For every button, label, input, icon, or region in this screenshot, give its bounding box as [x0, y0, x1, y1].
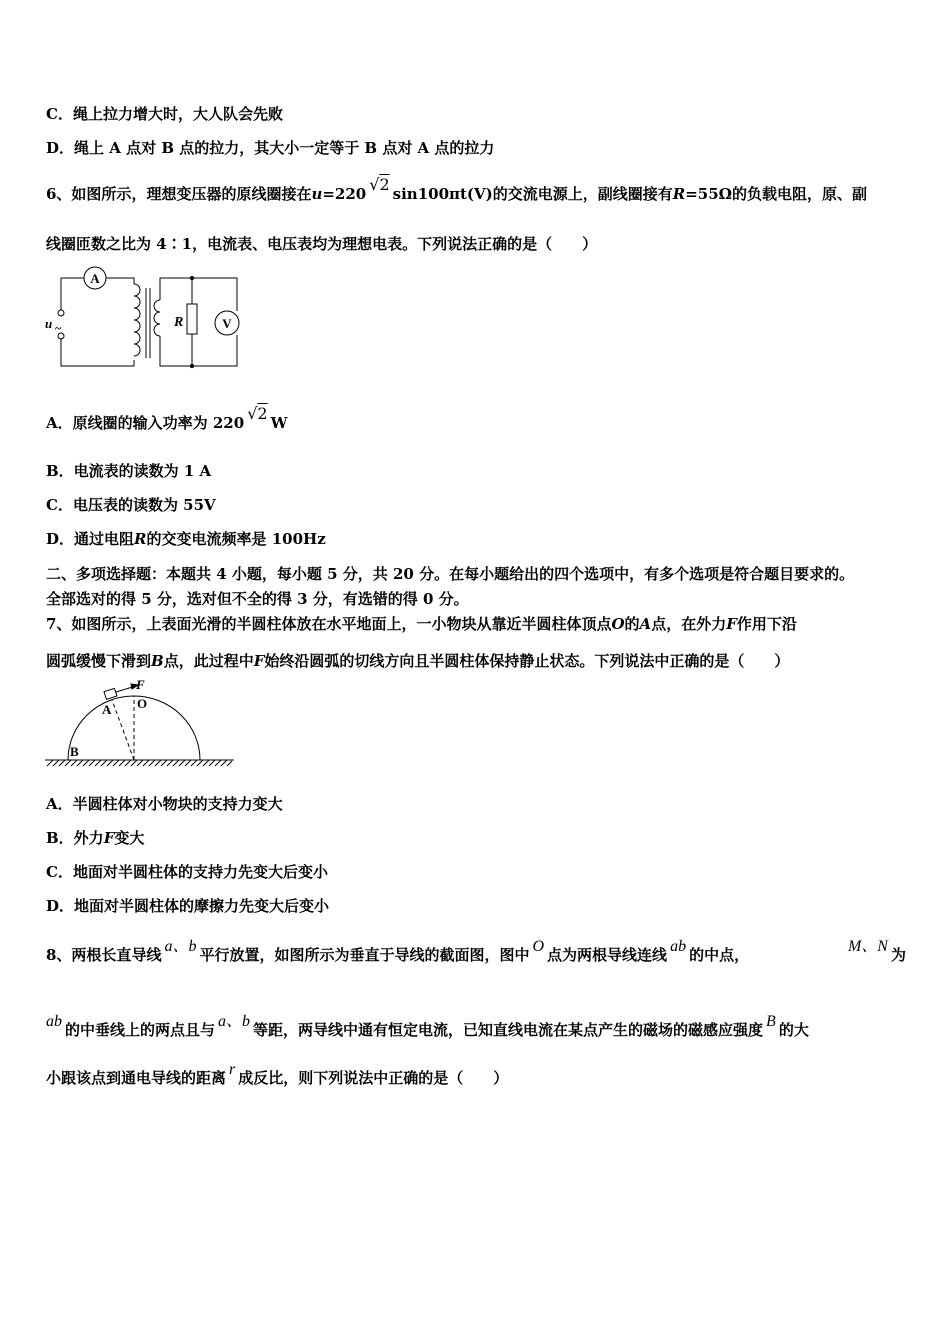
- q7-option-c: C．地面对半圆柱体的支持力先变大后变小: [46, 863, 328, 881]
- q6-option-d: D．通过电阻R的交变电流频率是 100Hz: [46, 530, 326, 548]
- q7-option-a: A．半圆柱体对小物块的支持力变大: [46, 795, 283, 813]
- resistor-label: R: [174, 315, 184, 330]
- small-block: [104, 688, 117, 699]
- force-label: F: [136, 678, 145, 692]
- q6-stem-line2: 线圈匝数之比为 4∶1，电流表、电压表均为理想电表。下列说法正确的是（ ）: [46, 235, 598, 253]
- point-b-label: B: [70, 744, 79, 759]
- source-tilde: ~: [55, 321, 62, 335]
- point-a-label: A: [102, 702, 112, 717]
- q7-stem-line2: 圆弧缓慢下滑到B点，此过程中F始终沿圆弧的切线方向且半圆柱体保持静止状态。下列说法中正确的是（ ）: [46, 652, 790, 670]
- q6-option-a: A．原线圈的输入功率为 220 √2 W: [46, 404, 288, 432]
- q7-stem-line1: 7、如图所示，上表面光滑的半圆柱体放在水平地面上，一小物块从靠近半圆柱体顶点O的A点，在外力F作用下沿: [46, 615, 797, 633]
- q7-option-d: D．地面对半圆柱体的摩擦力先变大后变小: [46, 897, 330, 915]
- q8-stem-line1: 8、两根长直导线 a、b 平行放置，如图所示为垂直于导线的截面图，图中 O 点为两根导线连线 ab 的中点， M、N 为: [46, 938, 906, 964]
- section2-intro-line1: 二、多项选择题：本题共 4 小题，每小题 5 分，共 20 分。在每小题给出的四个选项中，有多个选项是符合题目要求的。: [46, 565, 855, 583]
- q5-option-c: C．绳上拉力增大时，大人队会先败: [46, 105, 283, 123]
- section2-intro-line2: 全部选对的得 5 分，选对但不全的得 3 分，有选错的得 0 分。: [46, 590, 469, 608]
- transformer-circuit-figure: [40, 262, 250, 374]
- q8-stem-line3: 小跟该点到通电导线的距离 r 成反比，则下列说法中正确的是（ ）: [46, 1061, 509, 1087]
- voltmeter-label: V: [222, 316, 232, 331]
- point-o-label: O: [137, 696, 148, 711]
- q6-option-c: C．电压表的读数为 55V: [46, 496, 216, 514]
- q8-stem-line2: ab 的中垂线上的两点且与 a、b 等距，两导线中通有恒定电流，已知直线电流在某点产生的磁场的磁感应强度 B 的大: [46, 1013, 809, 1039]
- q5-option-d: D．绳上 A 点对 B 点的拉力，其大小一定等于 B 点对 A 点的拉力: [46, 139, 495, 157]
- q6-stem-line1: 6、如图所示，理想变压器的原线圈接在u=220 √2 sin100πt(V)的交流电源上，副线圈接有R=55Ω的负载电阻，原、副: [46, 175, 868, 203]
- ammeter-label: A: [90, 271, 100, 286]
- q7-option-b: B．外力F变大: [46, 829, 145, 847]
- source-label: u: [45, 316, 53, 331]
- q6-option-b: B．电流表的读数为 1 A: [46, 462, 212, 480]
- resistor: [187, 304, 197, 334]
- sqrt-symbol: √2: [369, 175, 390, 194]
- half-cylinder-figure: [42, 678, 238, 770]
- sqrt-symbol: √2: [247, 404, 268, 423]
